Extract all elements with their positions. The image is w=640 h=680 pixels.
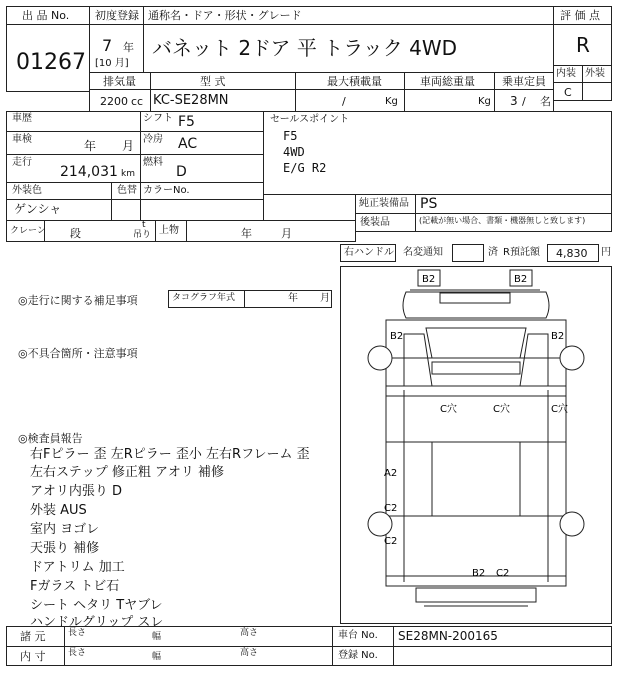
first-reg-label: 初度登録 — [95, 9, 139, 22]
front-panel — [403, 292, 549, 318]
inspector-line: シート ヘタリ Tヤブレ — [30, 598, 163, 613]
displacement-label: 排気量 — [103, 75, 136, 88]
mark-front-left: B2 — [422, 274, 436, 285]
first-reg-year-unit: 年 — [123, 41, 134, 54]
mark-rear-center-c: C2 — [496, 568, 510, 579]
sales-points-label: セールスポイント — [270, 114, 350, 125]
lot-label: 出 品 No. — [22, 9, 70, 22]
mark-front-right: B2 — [514, 274, 528, 285]
mark-bed-center-left: C穴 — [440, 404, 457, 415]
inner-length-label: 長さ — [68, 648, 87, 658]
inspector-line: Fガラス トビ石 — [30, 579, 120, 594]
mark-bed-right: C穴 — [551, 404, 568, 415]
fuel-label: 燃料 — [143, 157, 163, 168]
front-left-wheel — [368, 346, 392, 370]
model-code: KC-SE28MN — [153, 93, 229, 108]
crane-month-unit: 月 — [281, 227, 292, 240]
recycle-unit: 円 — [601, 247, 611, 258]
mark-side-left-c: C2 — [384, 503, 398, 514]
ext-color-label: 外装色 — [12, 185, 42, 196]
capacity-value: 3 — [510, 94, 518, 108]
grille — [440, 293, 510, 303]
color-code-label: カラーNo. — [143, 185, 190, 196]
mark-side-left-a: A2 — [384, 468, 398, 479]
chassis-label: 車台 No. — [338, 630, 378, 641]
tacho-label: タコグラフ年式 — [172, 293, 236, 303]
rear-bumper — [416, 588, 536, 602]
defects-label: ◎不具合箇所・注意事項 — [18, 347, 138, 360]
sales-point-2: 4WD — [283, 145, 305, 159]
model-label: 型 式 — [200, 75, 226, 88]
mileage-label: 走行 — [12, 157, 32, 168]
crane-hang-unit: 吊り — [133, 230, 152, 240]
mileage-value: 214,031 — [60, 164, 118, 180]
running-notes-label: ◎走行に関する補足事項 — [18, 294, 138, 307]
history-label: 車歴 — [12, 113, 32, 124]
width-label: 幅 — [152, 632, 162, 642]
inner-height-label: 高さ — [240, 648, 259, 658]
name-change-label: 名変通知 — [403, 247, 443, 258]
grade-label: 評 価 点 — [560, 9, 600, 22]
capacity-label: 乗車定員 — [502, 75, 546, 88]
genuine-equip-label: 純正装備品 — [359, 198, 409, 209]
inspector-line: ドアトリム 加工 — [30, 560, 125, 575]
inspector-line: アオリ内張り D — [30, 484, 123, 499]
crane-label: クレーン — [10, 226, 46, 236]
specs-footer-label: 諸 元 — [20, 630, 46, 643]
tacho-month-unit: 月 — [320, 293, 330, 304]
aftermarket-note: (記載が無い場合、書類・機器無しと致します) — [419, 216, 586, 225]
car-name-label: 通称名・ドア・形状・グレード — [148, 9, 302, 22]
displacement: 2200 — [100, 95, 128, 108]
windshield — [426, 328, 526, 358]
bed-outline — [386, 386, 566, 586]
shift-label: シフト — [143, 113, 173, 124]
mileage-unit: km — [121, 169, 135, 179]
inspection-month-unit: 月 — [122, 139, 135, 153]
damage-diagram — [340, 266, 612, 624]
recycle-label: R預託額 — [503, 247, 540, 258]
crane-ton-unit: t — [142, 220, 146, 230]
mark-rear-left: C2 — [384, 536, 398, 547]
sales-point-3: E/G R2 — [283, 161, 327, 175]
interior-grade: C — [564, 86, 572, 99]
crane-top-label: 上物 — [159, 225, 179, 236]
fuel-value: D — [176, 164, 187, 180]
length-label: 長さ — [68, 628, 87, 638]
max-load-unit: Kg — [385, 96, 398, 107]
registration-label: 登録 No. — [338, 650, 378, 661]
genuine-equip-value: PS — [420, 196, 438, 212]
rear-left-wheel — [368, 512, 392, 536]
capacity-sep: / — [522, 95, 526, 108]
cab-roof — [432, 362, 520, 374]
gross-weight-unit: Kg — [478, 96, 491, 107]
rear-right-wheel — [560, 512, 584, 536]
inspector-line: 天張り 補修 — [30, 541, 100, 556]
capacity-unit: 名 — [540, 95, 551, 108]
interior-label: 内装 — [556, 68, 576, 79]
crane-stage-unit: 段 — [70, 227, 81, 240]
inspector-line: 右Fピラー 歪 左Rピラー 歪小 左右Rフレーム 歪 — [30, 447, 310, 462]
sales-point-1: F5 — [283, 129, 298, 143]
exterior-label: 外装 — [585, 68, 605, 79]
crane-row — [6, 220, 356, 242]
shift-value: F5 — [178, 114, 195, 130]
tacho-year-unit: 年 — [288, 293, 298, 304]
max-load-sep: / — [342, 95, 346, 108]
overall-grade: R — [576, 33, 590, 57]
inspector-line: 室内 ヨゴレ — [30, 522, 100, 537]
mark-bed-center-right: C穴 — [493, 404, 510, 415]
displacement-unit: cc — [131, 95, 144, 108]
mark-rear-center-b: B2 — [472, 568, 486, 579]
cab-outline — [386, 320, 566, 358]
chassis-number: SE28MN-200165 — [398, 629, 498, 643]
mark-cab-right: B2 — [551, 331, 565, 342]
first-reg-year: 7 — [102, 36, 113, 55]
inspector-line: ハンドルグリップ スレ — [30, 615, 164, 630]
front-right-wheel — [560, 346, 584, 370]
first-reg-month: [10 月] — [95, 58, 129, 69]
name-change-box — [452, 244, 484, 262]
ext-color-value: ゲンシャ — [14, 202, 62, 216]
right-door — [520, 334, 548, 386]
color-change-label: 色替 — [117, 185, 137, 196]
name-change-note: 済 — [488, 247, 498, 258]
inner-width-label: 幅 — [152, 652, 162, 662]
steering-value: 右ハンドル — [344, 247, 394, 258]
inspector-label: ◎検査員報告 — [18, 432, 83, 445]
mark-cab-left: B2 — [390, 331, 404, 342]
gross-weight-label: 車両総重量 — [420, 75, 475, 88]
ac-value: AC — [178, 136, 198, 152]
ac-label: 冷房 — [143, 134, 163, 145]
inspection-label: 車検 — [12, 134, 32, 145]
recycle-value: 4,830 — [556, 247, 588, 260]
left-door — [404, 334, 432, 386]
inspector-line: 左右ステップ 修正粗 アオリ 補修 — [30, 465, 225, 480]
aftermarket-label: 後装品 — [360, 217, 390, 228]
inspector-line: 外装 AUS — [30, 503, 87, 518]
max-load-label: 最大積載量 — [327, 75, 382, 88]
crane-year-unit: 年 — [241, 227, 252, 240]
car-name: バネット 2ドア 平 トラック 4WD — [152, 36, 458, 60]
height-label: 高さ — [240, 628, 259, 638]
inspection-year-unit: 年 — [84, 139, 97, 153]
lot-number: 01267 — [16, 50, 86, 75]
inner-size-label: 内 寸 — [20, 650, 46, 663]
